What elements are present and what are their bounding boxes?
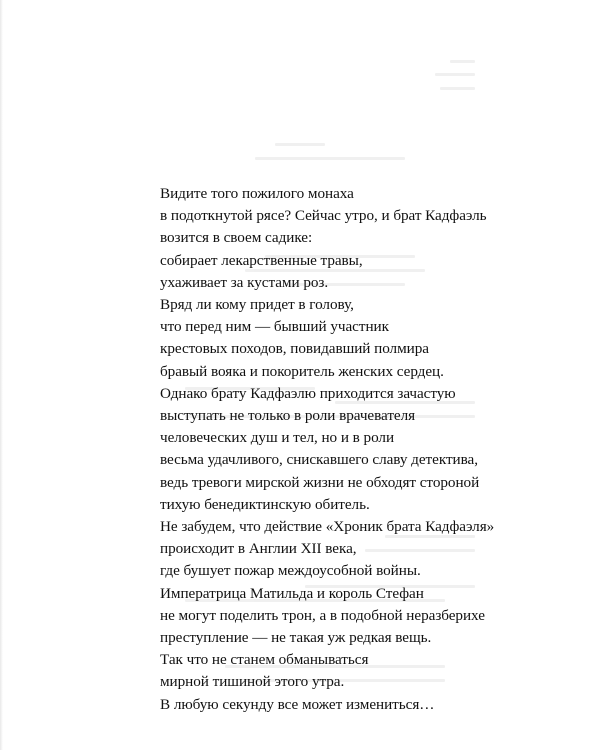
text-line: ухаживает за кустами роз.: [160, 273, 329, 291]
text-line: Видите того пожилого монаха: [160, 185, 354, 202]
text-line: в подоткнутой рясе? Сейчас утро, и брат Кадфаэль: [160, 207, 487, 225]
text-line: преступление — не такая уж редкая вещь.: [160, 629, 432, 647]
text-line: тихую бенедиктинскую обитель.: [160, 495, 370, 513]
text-line: В любую секунду все может измениться…: [160, 695, 435, 713]
text-line: Не забудем, что действие «Хроник брата Кадфаэля»: [160, 518, 495, 536]
blurb-text: [160, 183, 500, 716]
text-line: Так что не станем обманываться: [160, 651, 369, 669]
show-through-mark: [440, 87, 475, 90]
text-line: что перед ним — бывший участник: [160, 318, 389, 336]
text-line: происходит в Англии XII века,: [160, 540, 357, 558]
show-through-mark: [275, 143, 325, 146]
text-line: весьма удачливого, снискавшего славу детектива,: [160, 451, 478, 469]
text-line: выступать не только в роли врачевателя: [160, 407, 416, 425]
text-line: человеческих душ и тел, но и в роли: [160, 429, 395, 447]
text-line: Однако брату Кадфаэлю приходится зачастую: [160, 384, 456, 402]
text-line: где бушует пожар междоусобной войны.: [160, 562, 421, 580]
page-edge-shadow: [0, 0, 3, 750]
text-line: Вряд ли кому придет в голову,: [160, 296, 354, 314]
show-through-mark: [435, 73, 475, 76]
text-line: крестовых походов, повидавший полмира: [160, 340, 429, 358]
text-line: собирает лекарственные травы,: [160, 251, 363, 269]
show-through-mark: [450, 60, 475, 63]
text-line: Императрица Матильда и король Стефан: [160, 584, 424, 602]
text-line: ведь тревоги мирской жизни не обходят стороной: [160, 473, 480, 491]
text-line: возится в своем садике:: [160, 229, 313, 247]
text-line: бравый вояка и покоритель женских сердец.: [160, 362, 444, 380]
text-line: мирной тишиной этого утра.: [160, 673, 345, 691]
text-line: не могут поделить трон, а в подобной неразберихе: [160, 606, 485, 624]
show-through-mark: [255, 157, 405, 160]
